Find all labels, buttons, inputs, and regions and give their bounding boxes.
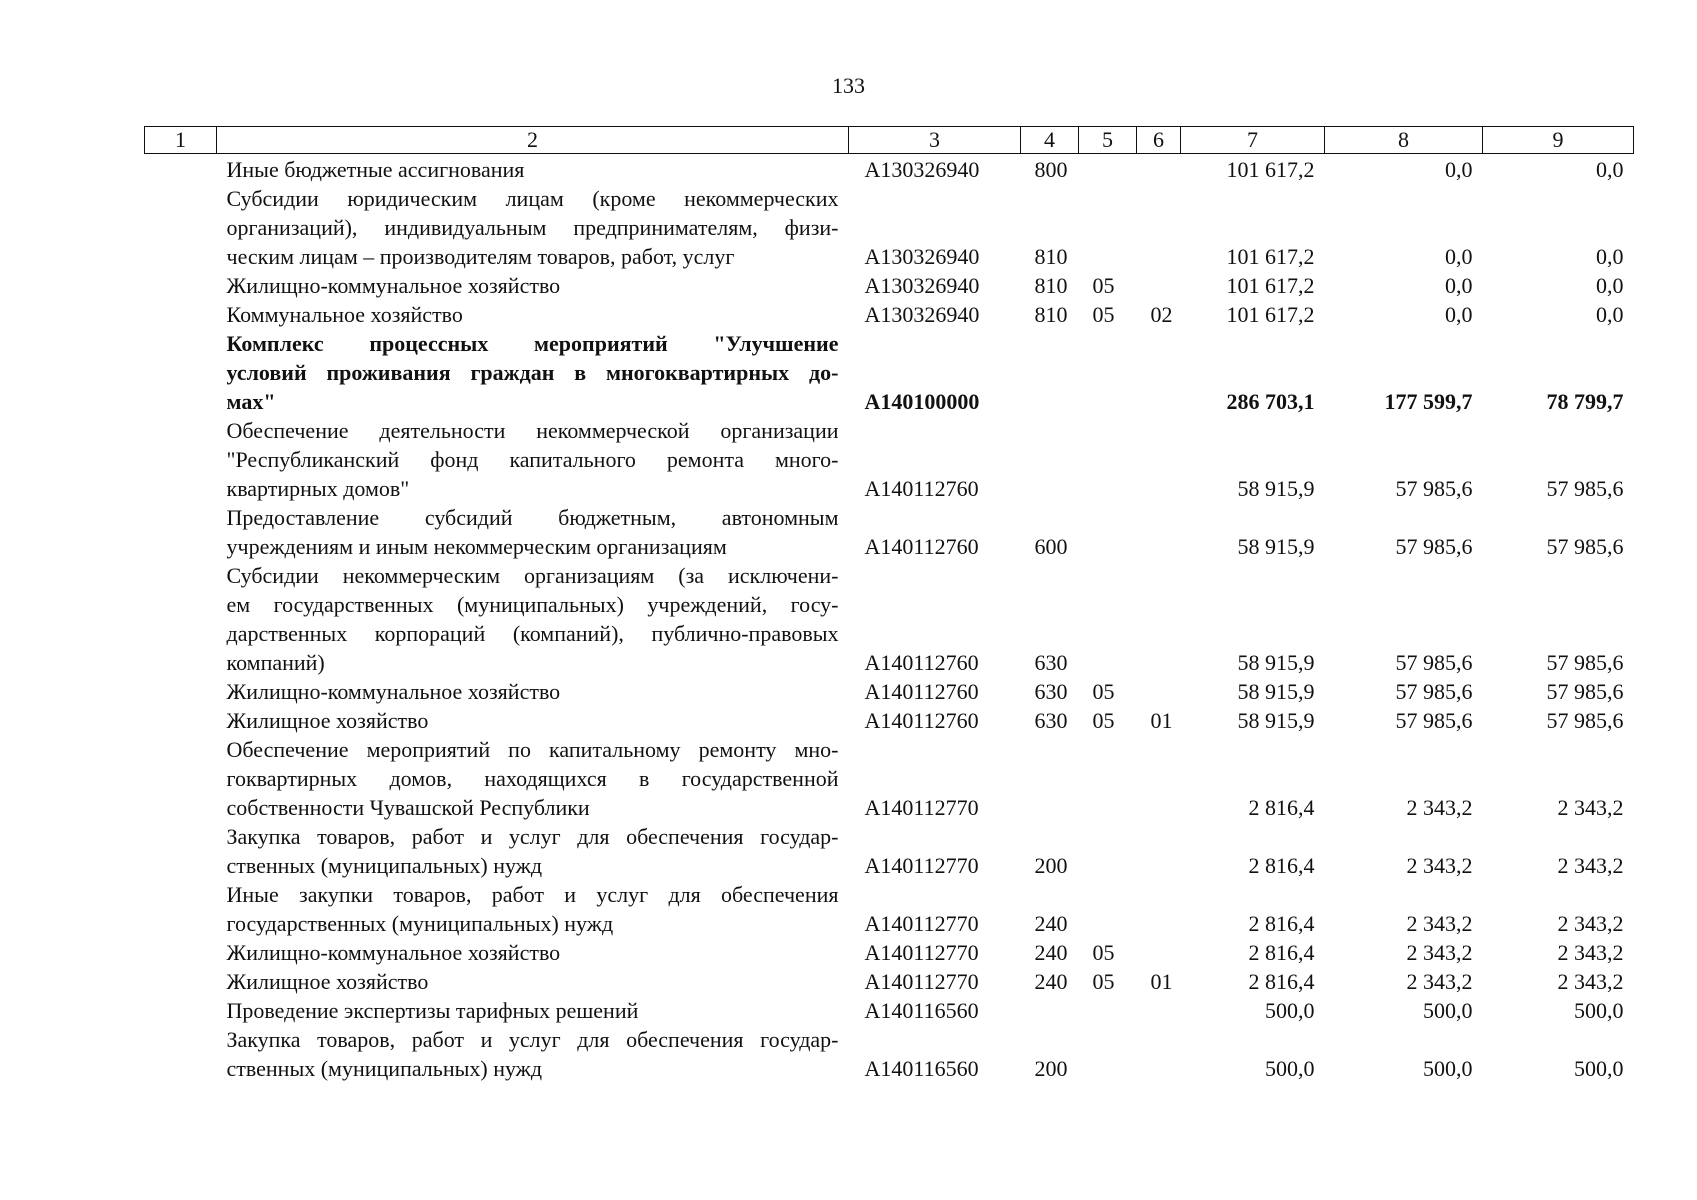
row-name [217,677,849,706]
row-subsection [1137,184,1181,271]
row-value-col7: 58 915,9 [1237,679,1315,704]
row-name-line: Жилищное хозяйство [226,708,429,733]
row-value-col9: 57 985,6 [1546,534,1624,559]
row-value-col8: 0,0 [1445,157,1473,182]
row-subsection: 01 [1150,969,1173,994]
row-value-col9: 78 799,7 [1546,389,1624,414]
row-expense-type: 630 [1034,679,1068,704]
row-blank-cell [145,271,217,300]
row-code: А140112770 [864,853,979,878]
row-name-line: Жилищно-коммунальное хозяйство [226,273,561,298]
row-expense-type: 630 [1034,650,1068,675]
row-name [217,561,849,677]
table-row [145,967,1634,996]
row-name [217,880,849,938]
table-body [145,154,1634,1084]
header-col-2: 2 [217,127,849,154]
row-code: А130326940 [864,244,980,269]
row-value-col9: 57 985,6 [1546,708,1624,733]
table-row [145,938,1634,967]
row-blank-cell [145,735,217,822]
row-subsection [1137,880,1181,938]
row-name-line: мах" [226,389,276,414]
row-value-col9: 57 985,6 [1546,650,1624,675]
row-subsection [1137,329,1181,416]
row-section: 05 [1092,940,1115,965]
row-subsection [1137,271,1181,300]
row-blank-cell [145,880,217,938]
row-name [217,329,849,416]
row-name-line: Иные закупки товаров, работ и услуг для обеспечения [226,882,839,907]
row-subsection [1137,561,1181,677]
row-name-line: Предоставление субсидий бюджетным, автономным [226,505,839,530]
row-value-col7: 58 915,9 [1237,650,1315,675]
row-name [217,1025,849,1083]
row-code: А140112760 [864,650,979,675]
row-section [1079,416,1137,503]
row-expense-type: 200 [1034,853,1068,878]
table-row [145,561,1634,677]
table-row [145,300,1634,329]
row-value-col7: 58 915,9 [1237,476,1315,501]
row-code: А140116560 [864,998,979,1023]
row-code: А140112760 [864,679,979,704]
row-name-line: ческим лицам – производителям товаров, работ, услуг [226,244,735,269]
row-value-col9: 0,0 [1596,302,1624,327]
row-name-line: квартирных домов" [226,476,410,501]
row-value-col9: 2 343,2 [1557,853,1624,878]
row-code: А140112760 [864,476,979,501]
header-col-3: 3 [849,127,1021,154]
row-value-col8: 57 985,6 [1395,650,1473,675]
row-value-col8: 2 343,2 [1406,853,1473,878]
row-value-col7: 58 915,9 [1237,708,1315,733]
row-name [217,996,849,1025]
row-section [1079,329,1137,416]
row-value-col7: 500,0 [1265,998,1315,1023]
row-value-col7: 286 703,1 [1226,389,1315,414]
table-header [145,127,1634,154]
row-name [217,300,849,329]
row-value-col7: 101 617,2 [1226,157,1315,182]
table-row [145,154,1634,185]
row-blank-cell [145,561,217,677]
row-value-col9: 0,0 [1596,273,1624,298]
row-value-col9: 57 985,6 [1546,476,1624,501]
row-code: А140100000 [864,389,980,414]
table-row [145,880,1634,938]
row-name [217,271,849,300]
row-name [217,503,849,561]
row-name-line: ем государственных (муниципальных) учреждений, госу- [226,592,839,617]
row-blank-cell [145,154,217,185]
row-expense-type [1021,329,1079,416]
row-name-line: Иные бюджетные ассигнования [226,157,525,182]
table-row [145,184,1634,271]
budget-table [144,126,1634,1083]
row-subsection [1137,677,1181,706]
row-name-line: государственных (муниципальных) нужд [226,911,614,936]
row-value-col8: 2 343,2 [1406,911,1473,936]
table-row [145,735,1634,822]
row-subsection [1137,822,1181,880]
page-number: 133 [832,73,865,98]
row-name-line: учреждениям и иным некоммерческим организациям [226,534,727,559]
row-expense-type: 800 [1034,157,1068,182]
row-name-line: гоквартирных домов, находящихся в государственной [226,766,839,791]
row-subsection: 02 [1150,302,1173,327]
row-name-line: организаций), индивидуальным предпринимателям, физи- [226,215,839,240]
table-row [145,996,1634,1025]
row-value-col8: 2 343,2 [1406,969,1473,994]
row-value-col7: 500,0 [1265,1056,1315,1081]
row-name [217,184,849,271]
row-name [217,822,849,880]
row-expense-type [1021,735,1079,822]
row-value-col8: 57 985,6 [1395,679,1473,704]
row-value-col7: 2 816,4 [1248,940,1315,965]
row-name-line: Жилищно-коммунальное хозяйство [226,940,561,965]
row-value-col8: 177 599,7 [1384,389,1473,414]
row-expense-type: 600 [1034,534,1068,559]
table-row [145,329,1634,416]
row-name [217,735,849,822]
row-name-line: Жилищное хозяйство [226,969,429,994]
row-blank-cell [145,967,217,996]
row-section: 05 [1092,708,1115,733]
header-col-6: 6 [1137,127,1181,154]
row-value-col8: 0,0 [1445,302,1473,327]
row-code: А130326940 [864,302,980,327]
header-col-7: 7 [1181,127,1325,154]
row-section [1079,822,1137,880]
row-value-col9: 0,0 [1596,157,1624,182]
row-expense-type: 810 [1034,273,1068,298]
row-blank-cell [145,1025,217,1083]
row-name [217,938,849,967]
row-section [1079,996,1137,1025]
header-col-5: 5 [1079,127,1137,154]
table-row [145,822,1634,880]
table-row [145,271,1634,300]
row-code: А140112770 [864,911,979,936]
row-name-line: Обеспечение деятельности некоммерческой организации [226,418,839,443]
row-section [1079,1025,1137,1083]
row-name-line: "Республиканский фонд капитального ремонта много- [226,447,839,472]
header-col-9: 9 [1483,127,1634,154]
row-blank-cell [145,706,217,735]
row-value-col8: 2 343,2 [1406,795,1473,820]
row-code: А130326940 [864,157,980,182]
row-name-line: Субсидии некоммерческим организациям (за исключени- [226,563,839,588]
row-code: А140112770 [864,940,979,965]
row-value-col8: 57 985,6 [1395,534,1473,559]
row-expense-type [1021,416,1079,503]
row-section: 05 [1092,679,1115,704]
row-code: А140112760 [864,534,979,559]
row-blank-cell [145,300,217,329]
row-name-line: компаний) [226,650,325,675]
row-blank-cell [145,416,217,503]
row-section [1079,503,1137,561]
row-value-col7: 2 816,4 [1248,795,1315,820]
row-subsection [1137,416,1181,503]
table-row [145,677,1634,706]
row-value-col8: 0,0 [1445,244,1473,269]
row-section: 05 [1092,273,1115,298]
row-name-line: условий проживания граждан в многоквартирных до- [226,360,839,385]
row-name-line: Коммунальное хозяйство [226,302,463,327]
row-value-col9: 2 343,2 [1557,940,1624,965]
row-name [217,967,849,996]
row-name-line: Проведение экспертизы тарифных решений [226,998,639,1023]
row-value-col8: 500,0 [1423,998,1473,1023]
row-code: А140112760 [864,708,979,733]
row-blank-cell [145,184,217,271]
row-value-col9: 2 343,2 [1557,795,1624,820]
row-blank-cell [145,503,217,561]
row-expense-type: 240 [1034,940,1068,965]
row-value-col7: 101 617,2 [1226,273,1315,298]
row-section [1079,184,1137,271]
row-subsection [1137,1025,1181,1083]
row-value-col8: 2 343,2 [1406,940,1473,965]
row-value-col9: 0,0 [1596,244,1624,269]
row-subsection [1137,154,1181,185]
row-subsection [1137,996,1181,1025]
row-name-line: Субсидии юридическим лицам (кроме некоммерческих [226,186,839,211]
row-expense-type: 240 [1034,969,1068,994]
table-row [145,416,1634,503]
row-name-line: Закупка товаров, работ и услуг для обеспечения государ- [226,1027,839,1052]
row-name-line: Жилищно-коммунальное хозяйство [226,679,561,704]
row-name [217,416,849,503]
row-value-col7: 101 617,2 [1226,244,1315,269]
row-subsection: 01 [1150,708,1173,733]
row-value-col7: 2 816,4 [1248,911,1315,936]
row-section: 05 [1092,969,1115,994]
row-value-col9: 500,0 [1574,1056,1624,1081]
row-section [1079,735,1137,822]
row-value-col8: 57 985,6 [1395,708,1473,733]
row-value-col9: 500,0 [1574,998,1624,1023]
row-code: А130326940 [864,273,980,298]
row-value-col7: 101 617,2 [1226,302,1315,327]
row-expense-type: 810 [1034,244,1068,269]
row-code: А140112770 [864,969,979,994]
header-col-4: 4 [1021,127,1079,154]
row-expense-type: 810 [1034,302,1068,327]
row-section [1079,880,1137,938]
row-expense-type: 630 [1034,708,1068,733]
table-row [145,706,1634,735]
row-value-col8: 57 985,6 [1395,476,1473,501]
row-blank-cell [145,938,217,967]
row-section [1079,154,1137,185]
row-expense-type: 240 [1034,911,1068,936]
row-name-line: дарственных корпораций (компаний), публично-правовых [226,621,839,646]
row-value-col8: 0,0 [1445,273,1473,298]
row-expense-type: 200 [1034,1056,1068,1081]
row-value-col7: 2 816,4 [1248,853,1315,878]
header-col-8: 8 [1325,127,1483,154]
row-value-col7: 2 816,4 [1248,969,1315,994]
row-name-line: Закупка товаров, работ и услуг для обеспечения государ- [226,824,839,849]
row-code: А140116560 [864,1056,979,1081]
row-value-col7: 58 915,9 [1237,534,1315,559]
row-blank-cell [145,996,217,1025]
row-value-col8: 500,0 [1423,1056,1473,1081]
row-name [217,154,849,185]
row-value-col9: 2 343,2 [1557,911,1624,936]
row-name-line: Обеспечение мероприятий по капитальному ремонту мно- [226,737,839,762]
row-value-col9: 57 985,6 [1546,679,1624,704]
row-blank-cell [145,822,217,880]
table-row [145,1025,1634,1083]
table-row [145,503,1634,561]
row-blank-cell [145,677,217,706]
row-expense-type [1021,996,1079,1025]
row-subsection [1137,503,1181,561]
row-value-col9: 2 343,2 [1557,969,1624,994]
row-name [217,706,849,735]
row-name-line: ственных (муниципальных) нужд [226,1056,543,1081]
row-code: А140112770 [864,795,979,820]
header-col-1: 1 [145,127,217,154]
row-section: 05 [1092,302,1115,327]
row-section [1079,561,1137,677]
row-subsection [1137,938,1181,967]
row-name-line: собственности Чувашской Республики [226,795,590,820]
row-name-line: ственных (муниципальных) нужд [226,853,543,878]
row-subsection [1137,735,1181,822]
header-row [145,127,1634,154]
row-name-line: Комплекс процессных мероприятий "Улучшение [226,331,839,356]
row-blank-cell [145,329,217,416]
